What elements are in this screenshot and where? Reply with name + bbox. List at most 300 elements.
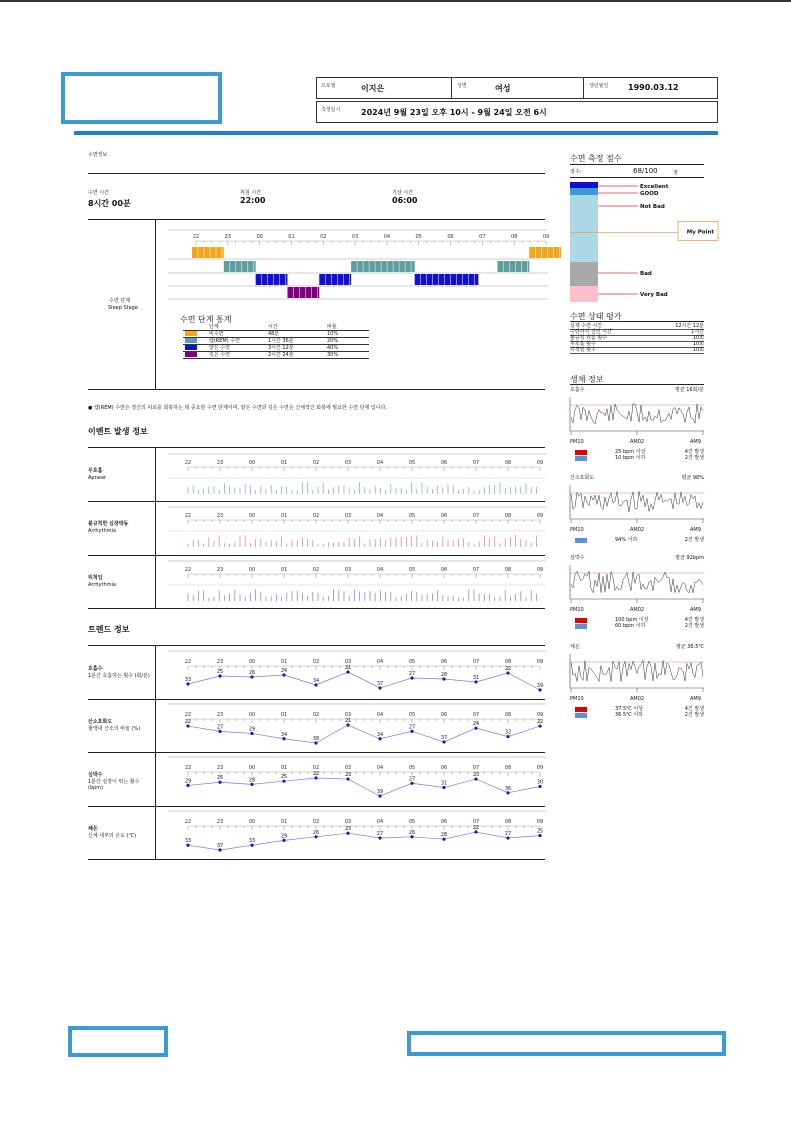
trend-value-label: 33 xyxy=(184,677,192,683)
score-title: 수면 측정 점수 xyxy=(570,154,622,163)
trend-value-label: 22 xyxy=(536,719,544,726)
eval-title-rule xyxy=(570,321,704,322)
hour-tick-label: 07 xyxy=(472,513,480,520)
hour-tick-label: 08 xyxy=(504,513,512,520)
bio-axis-label: AM9 xyxy=(690,439,701,445)
hour-tick-label: 06 xyxy=(440,566,448,573)
hour-tick-label: 02 xyxy=(312,712,320,719)
hour-tick-label: 02 xyxy=(312,566,320,573)
trend-chart xyxy=(156,700,548,752)
trend-value-label: 39 xyxy=(376,789,384,796)
hour-tick-label: 07 xyxy=(472,460,480,466)
trend-value-label: 32 xyxy=(504,729,512,736)
hour-tick-label: 08 xyxy=(510,234,518,240)
hour-tick-label: 23 xyxy=(224,234,232,240)
stage-segment xyxy=(256,274,288,285)
event-row-rule xyxy=(88,608,545,609)
trend-value-label: 24 xyxy=(280,668,288,674)
hour-tick-label: 01 xyxy=(288,234,295,240)
hour-tick-label: 06 xyxy=(440,818,448,825)
trend-value-label: 23 xyxy=(344,772,352,779)
wake-time-label: 기상 시간 xyxy=(392,190,413,196)
event-chart xyxy=(156,503,548,553)
footer-right-placeholder xyxy=(407,1031,726,1056)
trend-value-label: 34 xyxy=(280,731,288,738)
trends-top-rule xyxy=(88,645,545,646)
hour-tick-label: 09 xyxy=(536,566,544,573)
bio-axis-label: AM02 xyxy=(630,696,645,702)
bio-legend-swatch xyxy=(575,618,587,623)
trend-value-label: 27 xyxy=(408,776,416,783)
hour-tick-label: 04 xyxy=(376,566,384,573)
birth-label: 생년월일 xyxy=(589,83,609,89)
trend-value-label: 29 xyxy=(280,832,288,839)
hour-tick-label: 05 xyxy=(408,659,416,665)
hour-tick-label: 06 xyxy=(440,659,448,665)
trend-value-label: 31 xyxy=(472,675,480,681)
logo-placeholder xyxy=(61,72,222,124)
trend-value-label: 25 xyxy=(536,828,544,835)
total-sleep-value: 8시간 00분 xyxy=(88,199,131,208)
hour-tick-label: 03 xyxy=(344,818,352,825)
bio-legend-label: 37.5℃ 이상 xyxy=(615,706,643,712)
bio-name: 산소포화도 xyxy=(570,475,595,481)
period-value: 2024년 9월 23일 오후 10시 - 9월 24일 오전 6시 xyxy=(361,108,547,117)
bio-legend-label: 94% 이하 xyxy=(615,537,638,543)
hour-tick-label: 09 xyxy=(536,659,544,665)
bio-waveform xyxy=(569,654,705,696)
hour-tick-label: 05 xyxy=(408,818,416,825)
hour-tick-label: 04 xyxy=(376,460,384,466)
bio-axis-label: AM9 xyxy=(690,696,701,702)
bio-wave-line xyxy=(571,571,703,593)
stage-segment xyxy=(497,261,529,272)
hour-tick-label: 01 xyxy=(280,659,288,665)
score-level-label: Not Bad xyxy=(640,204,665,210)
hour-tick-label: 04 xyxy=(376,818,384,825)
hour-tick-label: 22 xyxy=(192,234,200,240)
trend-value-label: 30 xyxy=(536,779,544,786)
hour-tick-label: 04 xyxy=(376,513,384,520)
trend-value-label: 38 xyxy=(312,736,320,743)
trend-value-label: 27 xyxy=(504,830,512,837)
bio-legend-count: 4건 발생 xyxy=(684,617,704,623)
eval-row-key: 무호흡 횟수 xyxy=(570,341,596,347)
hour-tick-label: 06 xyxy=(440,513,448,520)
bio-axis-label: AM9 xyxy=(690,527,701,533)
stats-row: 깊은 수면 2시간 24분 30% xyxy=(183,352,369,359)
trend-row-rule xyxy=(88,859,545,860)
hour-tick-label: 07 xyxy=(472,712,480,719)
trend-value-label: 29 xyxy=(248,726,256,733)
hour-tick-label: 07 xyxy=(472,659,480,665)
hour-tick-label: 02 xyxy=(312,659,320,665)
hour-tick-label: 04 xyxy=(376,712,384,719)
trend-value-label: 34 xyxy=(312,678,320,684)
sleep-info-section: 수면정보 xyxy=(88,152,108,158)
bio-waveform xyxy=(569,485,705,527)
stats-row: 얕은 수면 3시간 12분 40% xyxy=(183,345,369,352)
trend-label: 산소포화도 xyxy=(88,719,113,726)
hour-tick-label: 04 xyxy=(383,234,391,240)
sleep-info-rule xyxy=(88,173,545,174)
eval-row-value: 10회 xyxy=(692,347,704,353)
birth-value: 1990.03.12 xyxy=(628,83,679,92)
score-value-rule xyxy=(570,177,704,178)
bio-legend-count: 2건 발생 xyxy=(684,537,704,543)
bio-waveform xyxy=(569,565,705,607)
bio-axis-label: AM02 xyxy=(630,439,645,445)
event-label-ko: 무호흡 xyxy=(88,468,103,474)
score-band xyxy=(570,262,598,286)
bio-title: 생체 정보 xyxy=(570,375,604,384)
stage-segment xyxy=(192,247,224,258)
trend-line xyxy=(188,832,540,850)
hour-tick-label: 03 xyxy=(344,513,352,520)
trend-line xyxy=(188,725,540,743)
hour-tick-label: 08 xyxy=(504,818,512,825)
score-band xyxy=(570,195,598,262)
hour-tick-label: 09 xyxy=(536,460,544,466)
hour-tick-label: 23 xyxy=(216,513,224,520)
stats-row: 렘(REM) 수면 1시간 36분 20% xyxy=(183,338,369,345)
hour-tick-label: 22 xyxy=(184,513,192,520)
hour-tick-label: 03 xyxy=(344,765,352,772)
score-band xyxy=(570,286,598,302)
trend-value-label: 22 xyxy=(312,771,320,778)
trend-value-label: 21 xyxy=(344,665,352,671)
top-border xyxy=(0,0,791,2)
hour-tick-label: 00 xyxy=(256,234,263,240)
hour-tick-label: 04 xyxy=(376,765,384,772)
hour-tick-label: 02 xyxy=(312,460,320,466)
trend-label: 호흡수 xyxy=(88,666,103,672)
bed-time-label: 취침 시간 xyxy=(240,190,261,196)
eval-row-key: 수면까지 걸린 시간 xyxy=(570,329,612,335)
wake-time-value: 06:00 xyxy=(392,196,418,205)
hour-tick-label: 01 xyxy=(280,566,288,573)
trend-chart xyxy=(156,807,548,859)
hour-tick-label: 00 xyxy=(248,566,256,573)
hour-tick-label: 03 xyxy=(344,659,352,665)
stage-swatch xyxy=(185,352,197,357)
hour-tick-label: 08 xyxy=(504,566,512,573)
score-unit: 점 xyxy=(673,170,678,176)
hour-tick-label: 09 xyxy=(536,712,544,719)
name-value: 이지은 xyxy=(361,84,385,93)
trend-chart xyxy=(156,753,548,805)
footer-left-placeholder xyxy=(68,1026,168,1057)
bio-axis-label: PM10 xyxy=(570,696,584,702)
trend-value-label: 34 xyxy=(376,731,384,738)
hour-tick-label: 23 xyxy=(216,818,224,825)
total-sleep-label: 수면 시간 xyxy=(88,190,109,196)
bio-legend-count: 2건 발생 xyxy=(684,455,704,461)
bio-legend-swatch xyxy=(575,624,587,629)
hour-tick-label: 09 xyxy=(536,765,544,772)
hour-tick-label: 01 xyxy=(280,712,288,719)
trend-chart xyxy=(156,647,548,699)
stats-header: 비율 xyxy=(325,324,369,331)
bio-legend-label: 25 bpm 이상 xyxy=(615,449,646,455)
bio-average: 평균 16회/분 xyxy=(675,387,704,393)
bio-legend-label: 60 bpm 이하 xyxy=(615,623,646,629)
bio-axis-label: AM02 xyxy=(630,607,645,613)
hour-tick-label: 00 xyxy=(248,818,256,825)
bio-average: 평균 92bpm xyxy=(675,555,704,561)
trend-value-label: 37 xyxy=(440,735,448,742)
bio-legend-swatch xyxy=(575,707,587,712)
event-label-en: Arrhythmia xyxy=(88,528,116,535)
stage-swatch xyxy=(185,338,197,343)
period-label: 측정일시 xyxy=(321,107,341,113)
trend-value-label: 39 xyxy=(536,683,544,689)
hour-tick-label: 03 xyxy=(351,234,359,240)
hour-tick-label: 22 xyxy=(184,712,192,719)
hour-tick-label: 07 xyxy=(472,818,480,825)
event-label-ko: 불규칙한 심장박동 xyxy=(88,521,129,528)
stats-title: 수면 단계 통계 xyxy=(180,315,232,324)
eval-row-value: 12시간 12분 xyxy=(675,323,704,329)
trend-value-label: 27 xyxy=(376,830,384,837)
hour-tick-label: 08 xyxy=(504,712,512,719)
trend-description: 1분간 호흡하는 횟수 (회/분) xyxy=(88,673,150,679)
hour-tick-label: 07 xyxy=(472,765,480,772)
hour-tick-label: 06 xyxy=(440,460,448,466)
hour-tick-label: 01 xyxy=(280,513,288,520)
hour-tick-label: 00 xyxy=(248,513,256,520)
hour-tick-label: 07 xyxy=(472,566,480,573)
trend-value-label: 37 xyxy=(376,681,384,687)
trend-value-label: 33 xyxy=(248,837,256,844)
event-row-rule xyxy=(88,501,545,502)
trend-value-label: 22 xyxy=(504,666,512,672)
trend-value-label: 21 xyxy=(344,718,352,725)
trend-value-label: 33 xyxy=(184,837,192,844)
hour-tick-label: 02 xyxy=(320,234,327,240)
bio-axis-label: AM9 xyxy=(690,607,701,613)
bio-title-rule xyxy=(570,384,704,385)
stage-label-ko: 수면 단계 xyxy=(109,298,130,304)
hour-tick-label: 22 xyxy=(184,818,192,825)
eval-row-key: 불규칙 리듬 횟수 xyxy=(570,335,607,341)
bio-waveform xyxy=(569,397,705,439)
bio-name: 체온 xyxy=(570,644,580,650)
eval-row xyxy=(570,347,704,354)
bio-axis-label: PM10 xyxy=(570,527,584,533)
hour-tick-label: 02 xyxy=(312,513,320,520)
header-divider xyxy=(74,131,718,135)
stats-header: 시간 xyxy=(266,324,325,331)
score-level-label: Very Bad xyxy=(640,292,668,298)
score-level-label: Excellent xyxy=(640,184,669,190)
bio-name: 심박수 xyxy=(570,555,585,561)
hour-tick-label: 23 xyxy=(216,566,224,573)
bio-legend-label: 100 bpm 이상 xyxy=(615,617,649,623)
hour-tick-label: 01 xyxy=(280,460,288,466)
event-label-en: Arrhythmia xyxy=(88,581,116,588)
trend-description: 혈액내 산소의 비율 (%) xyxy=(88,726,141,733)
bio-axis-label: AM02 xyxy=(630,527,645,533)
hour-tick-label: 02 xyxy=(312,818,320,825)
event-chart xyxy=(156,450,548,500)
stage-segment xyxy=(224,261,256,272)
hour-tick-label: 02 xyxy=(312,765,320,772)
eval-row-value: 10회 xyxy=(692,341,704,347)
trend-value-label: 29 xyxy=(184,778,192,785)
hour-tick-label: 22 xyxy=(184,566,192,573)
score-value: 68/100 xyxy=(633,167,658,175)
bio-axis-label: PM10 xyxy=(570,607,584,613)
hour-tick-label: 05 xyxy=(408,566,416,573)
hour-tick-label: 07 xyxy=(479,234,486,240)
hour-tick-label: 05 xyxy=(408,765,416,772)
event-label-ko: 뒤척임 xyxy=(88,574,103,581)
trend-description: 신체 내부의 온도 (℃) xyxy=(88,832,137,839)
gender-label: 성별 xyxy=(457,83,467,89)
gender-value: 여성 xyxy=(495,84,511,93)
hour-tick-label: 06 xyxy=(447,234,454,240)
trend-value-label: 25 xyxy=(216,669,224,675)
trend-value-label: 28 xyxy=(248,777,256,784)
hour-tick-label: 23 xyxy=(216,712,224,719)
trend-value-label: 26 xyxy=(312,829,320,836)
stage-segment xyxy=(287,287,319,298)
bio-legend-swatch xyxy=(575,450,587,455)
trend-value-label: 28 xyxy=(440,831,448,838)
trend-value-label: 36 xyxy=(504,786,512,793)
trend-value-label: 26 xyxy=(216,775,224,782)
bio-axis-label: PM10 xyxy=(570,439,584,445)
hour-tick-label: 06 xyxy=(440,765,448,772)
hour-tick-label: 00 xyxy=(248,460,256,466)
bio-average: 평균 98% xyxy=(681,475,704,481)
trend-value-label: 23 xyxy=(472,772,480,779)
trend-value-label: 26 xyxy=(248,670,256,676)
hour-tick-label: 22 xyxy=(184,659,192,665)
trend-value-label: 31 xyxy=(440,780,448,787)
trend-value-label: 27 xyxy=(408,724,416,731)
trend-value-label: 27 xyxy=(408,671,416,677)
my-point-label: My Point xyxy=(686,229,714,236)
hour-tick-label: 23 xyxy=(216,659,224,665)
bio-legend-count: 2건 발생 xyxy=(684,623,704,629)
stage-top-rule xyxy=(88,219,545,220)
hour-tick-label: 00 xyxy=(248,765,256,772)
bio-legend-count: 2건 발생 xyxy=(684,712,704,718)
stage-swatch xyxy=(185,345,197,350)
stage-note: ● 렘(REM) 수면은 정신의 피로를 회복하는 데 중요한 수면 단계이며, 얕은 수면과 깊은 수면은 신체적인 회복에 필요한 수면 단계 입니다. xyxy=(88,405,387,411)
hour-tick-label: 09 xyxy=(536,818,544,825)
trend-value-label: 22 xyxy=(184,719,192,726)
trend-value-label: 26 xyxy=(408,829,416,836)
hour-tick-label: 04 xyxy=(376,659,384,665)
hour-tick-label: 05 xyxy=(408,460,416,466)
score-gauge xyxy=(568,182,728,306)
eval-row-value: 10회 xyxy=(692,335,704,341)
eval-row-key: 뒤척임 횟수 xyxy=(570,347,596,353)
hour-tick-label: 03 xyxy=(344,460,352,466)
bio-name: 호흡수 xyxy=(570,387,585,393)
bio-legend-label: 36.5℃ 이하 xyxy=(615,712,643,718)
stats-row: 비수면 48분 10% xyxy=(183,331,369,338)
stage-label-en: Sleep Stage xyxy=(108,305,138,311)
trend-label: 심박수 xyxy=(88,772,103,779)
bio-legend-count: 4건 발생 xyxy=(684,706,704,712)
hour-tick-label: 01 xyxy=(280,765,288,772)
bio-legend-count: 4건 발생 xyxy=(684,449,704,455)
bio-wave-line xyxy=(571,660,703,682)
hour-tick-label: 00 xyxy=(248,659,256,665)
score-level-label: Bad xyxy=(640,271,652,277)
bio-wave-line xyxy=(571,404,703,424)
bio-legend-swatch xyxy=(575,713,587,718)
events-title: 이벤트 발생 정보 xyxy=(88,427,148,436)
event-row-rule xyxy=(88,555,545,556)
name-label: 프로필 xyxy=(321,83,336,89)
bio-average: 평균 36.5℃ xyxy=(676,644,704,650)
event-chart xyxy=(156,557,548,607)
hour-tick-label: 23 xyxy=(216,765,224,772)
eval-title: 수면 상태 평가 xyxy=(570,312,622,321)
hour-tick-label: 03 xyxy=(344,566,352,573)
bio-legend-label: 10 bpm 이하 xyxy=(615,455,646,461)
hour-tick-label: 01 xyxy=(280,818,288,825)
header-profile-row xyxy=(316,77,718,99)
hour-tick-label: 05 xyxy=(415,234,422,240)
bio-legend-swatch xyxy=(575,456,587,461)
stage-segment xyxy=(529,247,561,258)
hour-tick-label: 09 xyxy=(536,513,544,520)
hour-tick-label: 05 xyxy=(408,513,416,520)
hour-tick-label: 08 xyxy=(504,765,512,772)
trend-label: 체온 xyxy=(88,825,98,832)
trend-description: 1분간 심장이 뛰는 횟수 (bpm) xyxy=(88,779,140,792)
trend-value-label: 23 xyxy=(344,825,352,832)
score-title-rule xyxy=(570,164,704,165)
hour-tick-label: 03 xyxy=(344,712,352,719)
hour-tick-label: 05 xyxy=(408,712,416,719)
trend-value-label: 25 xyxy=(280,774,288,781)
bed-time-value: 22:00 xyxy=(240,196,266,205)
score-band xyxy=(570,182,598,188)
sleep-stage-chart xyxy=(156,222,548,302)
bio-wave-line xyxy=(571,491,703,512)
trend-value-label: 22 xyxy=(472,824,480,831)
score-label: 점수: xyxy=(570,169,582,175)
eval-row-key: 실제 수면 시간 xyxy=(570,323,603,329)
events-top-rule xyxy=(88,447,545,448)
hour-tick-label: 22 xyxy=(184,765,192,772)
stage-stats-table xyxy=(183,324,369,359)
trend-value-label: 37 xyxy=(216,842,224,849)
bio-legend-swatch xyxy=(575,538,587,543)
trend-value-label: 28 xyxy=(440,672,448,678)
score-band xyxy=(570,188,598,195)
stage-segment xyxy=(319,274,351,285)
header-period-row xyxy=(316,101,718,123)
hour-tick-label: 06 xyxy=(440,712,448,719)
trends-title: 트렌드 정보 xyxy=(88,625,130,634)
hour-tick-label: 00 xyxy=(248,712,256,719)
stats-header: 단계 xyxy=(207,324,266,331)
trend-value-label: 24 xyxy=(472,721,480,728)
hour-tick-label: 09 xyxy=(542,234,550,240)
trend-value-label: 27 xyxy=(216,724,224,731)
hour-tick-label: 08 xyxy=(504,659,512,665)
score-level-label: GOOD xyxy=(640,191,659,197)
event-label-en: Apnear xyxy=(88,475,106,481)
